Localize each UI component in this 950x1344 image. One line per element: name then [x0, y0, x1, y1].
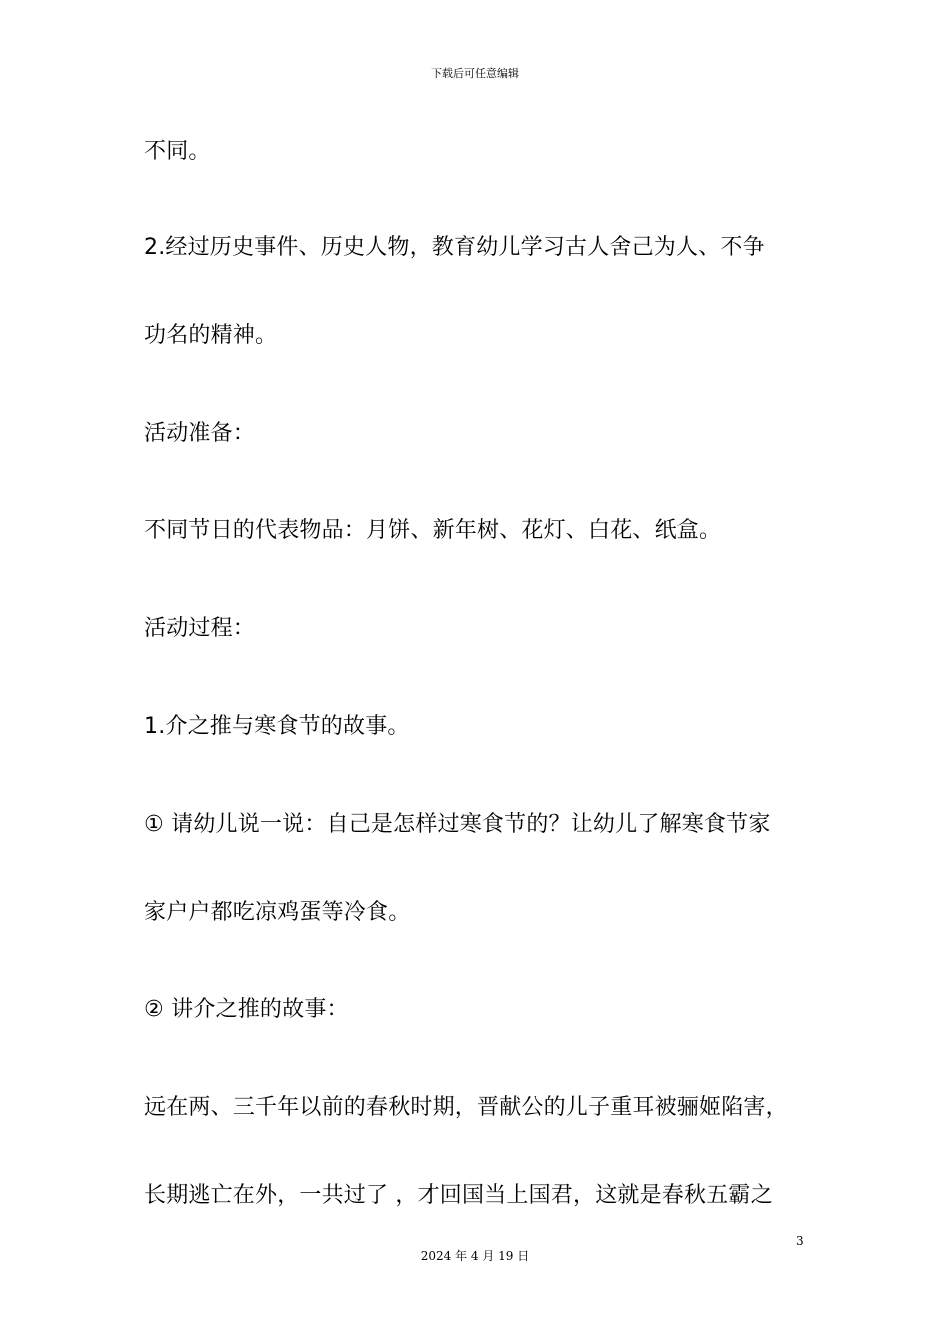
text-line: 远在两、三千年以前的春秋时期，晋献公的儿子重耳被骊姬陷害，: [144, 1095, 788, 1120]
footer-date: 2024 年 4 月 19 日: [420, 1249, 530, 1263]
text-line: ② 讲介之推的故事：: [144, 997, 349, 1022]
text-line: 功名的精神。: [144, 323, 278, 348]
text-line: 1.介之推与寒食节的故事。: [144, 714, 410, 739]
page-number: 3: [796, 1234, 804, 1248]
text-line: 活动准备：: [144, 421, 256, 446]
text-line: 不同。: [144, 139, 211, 164]
text-line: 不同节日的代表物品：月饼、新年树、花灯、白花、纸盒。: [144, 518, 722, 543]
page-header: 下载后可任意编辑: [431, 67, 519, 80]
text-line: 家户户都吃凉鸡蛋等冷食。: [144, 900, 411, 925]
text-line: 长期逃亡在外，一共过了 ，才回国当上国君，这就是春秋五霸之: [144, 1183, 773, 1208]
text-line: ① 请幼儿说一说：自己是怎样过寒食节的？让幼儿了解寒食节家: [144, 812, 771, 837]
text-line: 活动过程：: [144, 616, 256, 641]
text-line: 2.经过历史事件、历史人物，教育幼儿学习古人舍己为人、不争: [144, 235, 765, 260]
